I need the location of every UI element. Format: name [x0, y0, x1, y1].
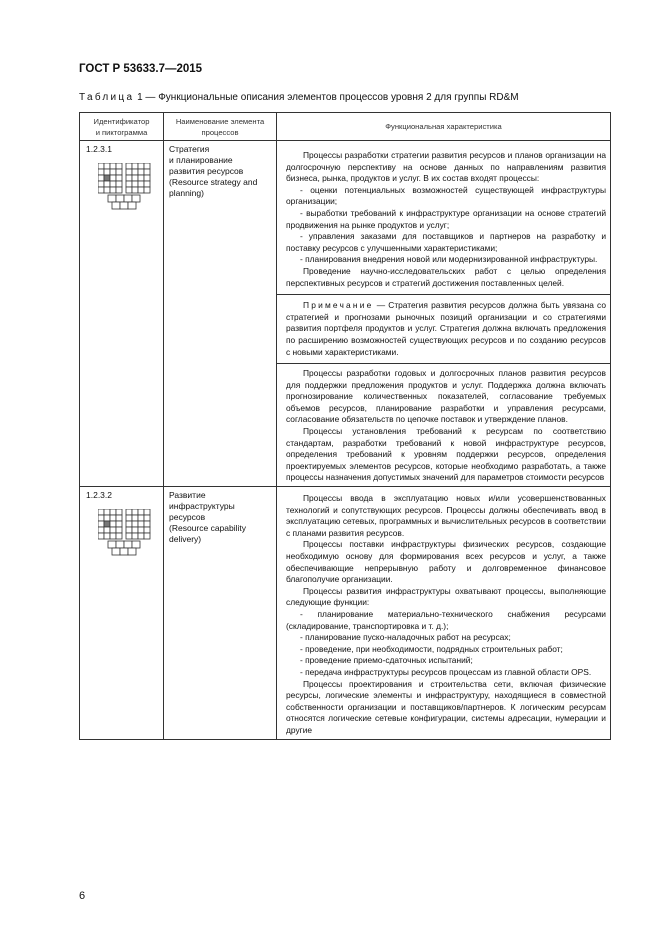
column-header-name-line: Наименование элемента	[175, 116, 265, 126]
description-bullet: - оценки потенциальных возможностей существующей инфраструктуры организации;	[286, 184, 606, 207]
note-paragraph	[277, 294, 610, 358]
description-paragraph: Процессы разработки стратегии развития ресурсов и планов организации на долгосрочную перспективу на основе данных по направлениям развития бизнеса, рынка, продуктов и услуг. В их состав входят процессы:	[286, 150, 606, 184]
process-grid-pictogram	[98, 509, 154, 561]
description-paragraph: Процессы поставки инфраструктуры физических ресурсов, создающие необходимую основу для формирования всех ресурсов и услуг, а также обеспечивающие непрерывную работу и долговременное финансовое благополучие организации.	[286, 539, 606, 585]
description-cell	[277, 141, 611, 487]
process-name-line: развития ресурсов	[169, 166, 244, 176]
table-row	[80, 141, 611, 487]
process-name-line: Стратегия	[169, 144, 210, 154]
description-bullet: - выработки требований к инфраструктуре организации на основе стратегий продвижения на рынке продуктов и услуг;	[286, 207, 606, 230]
description-paragraph: Процессы разработки годовых и долгосрочных планов развития ресурсов для поддержки предложения продуктов и услуг. Поддержка должна включать прогнозирование количественных показателей, согласование требуемых объемов ресурсов, планирование разработки и управления ресурсами, согласование обязательств по цепочке поставок и утверждение планов.	[277, 363, 610, 426]
process-name-line: (Resource capability	[169, 523, 247, 534]
process-name-line: Развитие	[169, 490, 206, 501]
description-bullet: - передача инфраструктуры ресурсов процессам из главной области OPS.	[300, 666, 592, 677]
note-label: Примечание	[303, 300, 374, 311]
description-cell	[277, 487, 611, 739]
table-header-row	[80, 113, 611, 141]
description-paragraph: Процессы ввода в эксплуатацию новых и/или усовершенствованных технологий и сопутствующих ресурсов. Процессы должны обеспечивать ввод в эксплуатацию сетевых, программных и вычислительных ресурсов в соответствии с планами развития ресурсов.	[286, 493, 606, 538]
description-bullet: - проведение, при необходимости, подрядных строительных работ;	[300, 643, 563, 654]
column-header-description: Функциональная характеристика	[277, 113, 611, 141]
process-id: 1.2.3.2	[86, 490, 112, 501]
column-header-name-line: процессов	[201, 127, 239, 137]
page-number: 6	[79, 890, 86, 902]
table-row	[80, 487, 611, 739]
process-name-line: инфраструктуры	[169, 501, 235, 512]
process-name-line: и планирование	[169, 155, 233, 165]
id-cell	[80, 487, 164, 739]
table-caption-text: 1 — Функциональные описания элементов процессов уровня 2 для группы RD&M	[134, 92, 519, 103]
process-table	[79, 112, 611, 740]
table-caption-label: Таблица	[79, 92, 135, 103]
column-header-id	[80, 113, 164, 141]
note-text: — Стратегия развития ресурсов должна быть увязана со стратегией и прогнозами рыночных позиций организации и со стратегиями развития портфеля продуктов и услуг. Стратегия должна включать предложения по расширению возможностей существующих ресурсов и по созданию ресурсов с новыми характеристиками.	[286, 300, 606, 357]
process-id: 1.2.3.1	[86, 144, 112, 154]
description-paragraph: Процессы развития инфраструктуры охватывают процессы, выполняющие следующие функции:	[286, 585, 606, 608]
description-bullet: - проведение приемо-сдаточных испытаний;	[300, 655, 473, 666]
name-cell	[164, 487, 277, 739]
description-paragraph: Процессы проектирования и строительства сети, включая физические ресурсы, логические элементы и инфраструктуру, находящиеся в совместной собственности организации и поставщиков/партнеров. К логическим ресурсам относятся логические сетевые конфигурации, системы адресации, нумерации и другие	[286, 678, 606, 735]
column-header-name	[164, 113, 277, 141]
process-name-line: delivery)	[169, 534, 202, 545]
table-caption	[79, 92, 519, 103]
process-name-line: ресурсов	[169, 512, 206, 523]
description-bullet: - планирования внедрения новой или модернизированной инфраструктуры.	[300, 254, 598, 265]
column-header-id-line: и пиктограмма	[95, 127, 148, 137]
process-name-line: planning)	[169, 188, 204, 198]
description-bullet: - планирование пуско-наладочных работ на ресурсах;	[300, 632, 511, 643]
description-bullet: - планирование материально-технического снабжения ресурсами (складирование, транспортировка и т. д.);	[286, 608, 606, 631]
process-grid-pictogram	[98, 163, 154, 215]
description-paragraph: Проведение научно-исследовательских работ с целью определения перспективных ресурсов и стратегий достижения поставленных целей.	[286, 265, 606, 288]
description-bullet: - управления заказами для поставщиков и партнеров на разработку и поставку ресурсов с улучшенными характеристиками;	[286, 231, 606, 253]
column-header-id-line: Идентификатор	[93, 116, 150, 126]
standard-header: ГОСТ Р 53633.7—2015	[79, 63, 203, 75]
id-cell	[80, 141, 164, 487]
name-cell	[164, 141, 277, 487]
process-name-line: (Resource strategy and	[169, 177, 258, 187]
description-paragraph: Процессы установления требований к ресурсам по соответствию стандартам, разработки требований к новой инфраструктуре ресурсов, определения требований к уровням поддержки ресурсов, определения проектируемых элементов ресурсов, которые необходимо разработать, а также процессы назначения допустимых значений для параметров стоимости ресурсов	[286, 426, 606, 483]
